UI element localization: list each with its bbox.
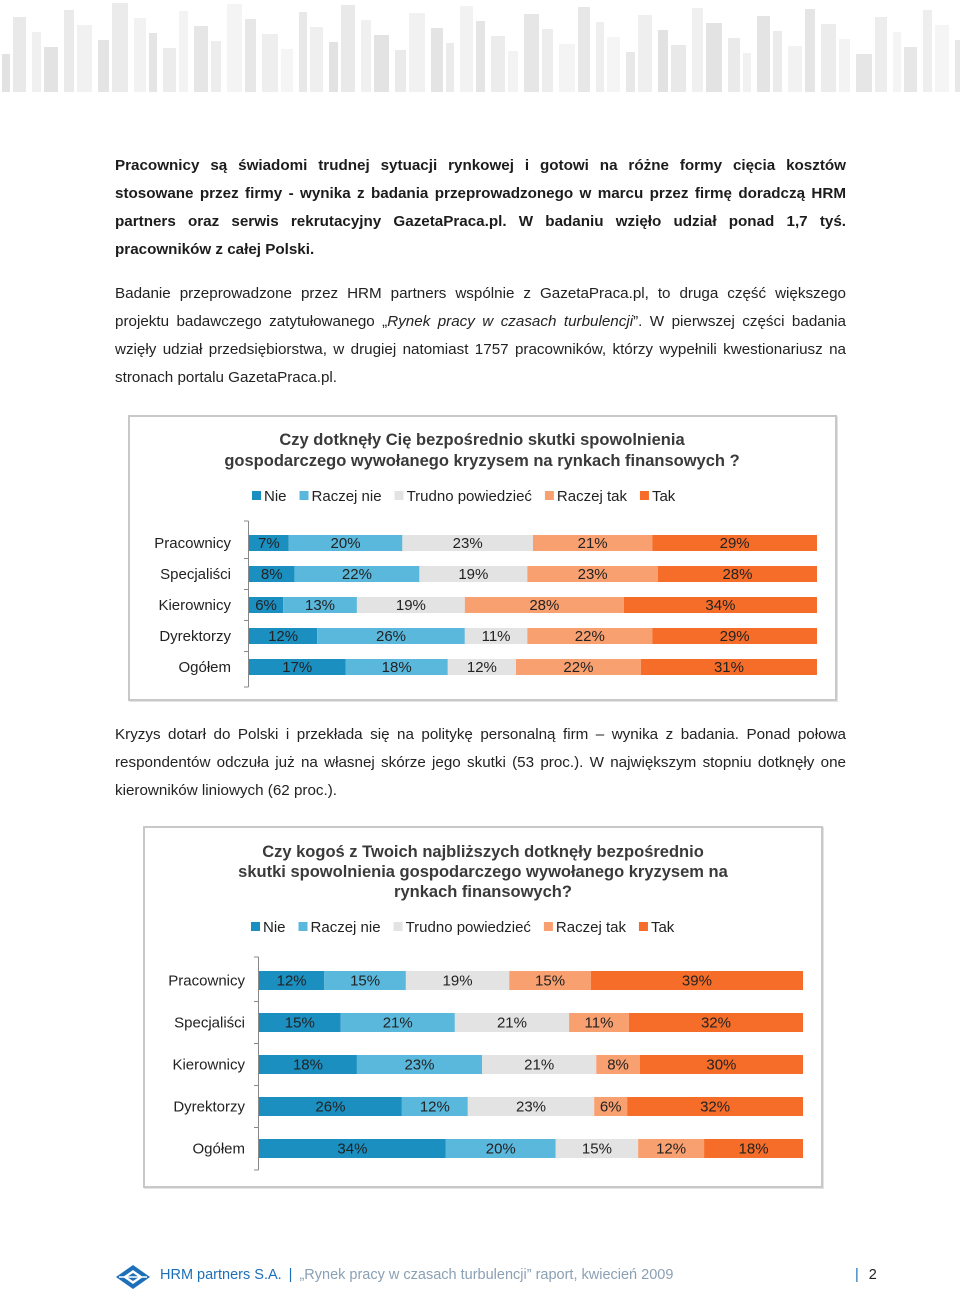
- header-stripe: [446, 43, 454, 92]
- legend-swatch: [640, 491, 649, 500]
- data-label: 22%: [341, 566, 372, 583]
- header-stripe: [98, 40, 109, 92]
- data-label: 19%: [395, 597, 426, 614]
- header-stripe: [361, 20, 371, 92]
- header-stripe: [875, 17, 887, 92]
- legend-label: Tak: [650, 919, 675, 936]
- chart-title-line: gospodarczego wywołanego kryzysem na rynkach finansowych ?: [224, 452, 740, 470]
- header-stripe: [821, 24, 836, 92]
- header-stripe: [77, 25, 92, 92]
- header-stripe: [179, 11, 188, 92]
- data-label: 32%: [700, 1014, 731, 1032]
- footer-report: „Rynek pracy w czasach turbulencji” raport, kwiecień 2009: [299, 1267, 674, 1283]
- crisis-paragraph: Kryzys dotarł do Polski i przekłada się na politykę personalną firm – wynika z badania. Ponad połowa respondentów odczuła już na własnej skórze jego skutki (53 proc.). W największym stopniu dotknęły one kierowników liniowych (62 proc.).: [115, 726, 846, 799]
- data-label: 12%: [276, 972, 307, 990]
- header-stripe: [508, 51, 518, 92]
- header-stripe: [64, 10, 74, 92]
- footer-separator: |: [288, 1267, 293, 1283]
- data-label: 21%: [496, 1014, 527, 1032]
- hrm-logo-icon: [115, 1264, 151, 1290]
- header-stripe: [596, 22, 604, 92]
- header-stripe: [194, 26, 208, 92]
- header-stripe: [341, 5, 355, 92]
- page-number: [855, 1267, 877, 1283]
- data-label: 17%: [282, 659, 313, 676]
- chart-title-line: Czy dotknęły Cię bezpośrednio skutki spowolnienia: [279, 431, 685, 449]
- chart-title-line: skutki spowolnienia gospodarczego wywołanego kryzysem na: [238, 863, 728, 881]
- data-label: 26%: [315, 1098, 346, 1116]
- legend-label: Raczej tak: [556, 488, 627, 505]
- data-label: 29%: [719, 535, 750, 552]
- header-stripe: [409, 13, 425, 92]
- data-label: 15%: [284, 1014, 315, 1032]
- data-label: 18%: [738, 1140, 769, 1158]
- legend-label: Nie: [263, 919, 286, 936]
- data-label: 21%: [382, 1014, 413, 1032]
- header-stripe: [211, 41, 221, 92]
- header-decoration: [0, 0, 960, 92]
- category-label: Dyrektorzy: [173, 1098, 245, 1116]
- legend-swatch: [545, 491, 554, 500]
- data-label: 22%: [574, 628, 605, 645]
- header-stripe: [893, 32, 901, 92]
- legend-label: Raczej tak: [555, 919, 626, 936]
- header-stripe: [476, 21, 485, 92]
- data-label: 12%: [656, 1140, 687, 1158]
- data-label: 18%: [381, 659, 412, 676]
- legend-label: Trudno powiedzieć: [405, 919, 531, 936]
- footer-text: [160, 1267, 673, 1283]
- header-stripe: [460, 6, 473, 92]
- data-label: 21%: [524, 1056, 555, 1074]
- chart-personal-impact: [128, 415, 837, 701]
- data-label: 23%: [452, 535, 483, 552]
- header-stripe: [524, 14, 539, 92]
- header-stripe: [44, 47, 58, 92]
- legend-swatch: [395, 491, 404, 500]
- header-stripe: [788, 46, 802, 92]
- category-label: Ogółem: [178, 659, 231, 676]
- data-label: 11%: [584, 1014, 614, 1032]
- project-title: Rynek pracy w czasach turbulencji: [387, 313, 634, 330]
- header-stripe: [728, 38, 740, 92]
- data-label: 15%: [350, 972, 381, 990]
- data-label: 20%: [330, 535, 361, 552]
- legend-swatch: [299, 922, 308, 931]
- header-stripe: [163, 48, 176, 92]
- data-label: 34%: [705, 597, 736, 614]
- study-description-paragraph: [115, 280, 846, 392]
- page-number-value: 2: [868, 1267, 877, 1283]
- legend-swatch: [394, 922, 403, 931]
- header-stripe: [607, 37, 620, 92]
- data-label: 28%: [529, 597, 560, 614]
- page-footer: [0, 1262, 960, 1292]
- header-stripe: [773, 31, 782, 92]
- data-label: 18%: [292, 1056, 323, 1074]
- legend-swatch: [252, 491, 261, 500]
- data-label: 13%: [304, 597, 336, 614]
- header-stripe: [13, 17, 26, 92]
- header-stripe: [856, 54, 872, 92]
- legend-label: Trudno powiedzieć: [406, 488, 532, 505]
- data-label: 7%: [258, 535, 280, 552]
- header-stripe: [329, 42, 338, 92]
- header-stripe: [262, 34, 278, 92]
- category-label: Kierownicy: [158, 597, 231, 614]
- header-stripe: [626, 52, 635, 92]
- header-stripe: [923, 10, 932, 92]
- legend-label: Raczej nie: [311, 488, 382, 505]
- header-stripe: [692, 8, 703, 92]
- category-label: Pracownicy: [168, 972, 245, 990]
- header-stripe: [310, 27, 323, 92]
- header-stripe: [706, 23, 722, 92]
- data-label: 20%: [485, 1140, 516, 1158]
- header-stripe: [431, 28, 443, 92]
- legend-swatch: [300, 491, 309, 500]
- header-stripe: [374, 35, 389, 92]
- data-label: 23%: [404, 1056, 435, 1074]
- study-description-part1: Badanie przeprowadzone przez HRM partners wspólnie z GazetaPraca.pl, to druga część większego projektu badawczego zatytułowanego „: [115, 285, 846, 330]
- header-stripe: [638, 15, 652, 92]
- data-label: 30%: [706, 1056, 737, 1074]
- data-label: 12%: [268, 628, 299, 645]
- chart-relatives-impact: [143, 826, 823, 1188]
- data-label: 39%: [681, 972, 712, 990]
- category-label: Specjaliści: [160, 566, 231, 583]
- intro-paragraph: Pracownicy są świadomi trudnej sytuacji rynkowej i gotowi na różne formy cięcia kosztów stosowane przez firmy - wynika z badania przeprowadzonego w marcu przez firmę doradczą HRM partners oraz serwis rekrutacyjny GazetaPraca.pl. W badaniu wzięło udział ponad 1,7 tyś. pracowników z całej Polski.: [115, 157, 846, 258]
- data-label: 15%: [535, 972, 566, 990]
- legend-swatch: [544, 922, 553, 931]
- legend-label: Nie: [264, 488, 287, 505]
- data-label: 28%: [722, 566, 753, 583]
- header-stripe: [299, 12, 307, 92]
- category-label: Ogółem: [192, 1140, 245, 1158]
- header-stripe: [32, 32, 41, 92]
- data-label: 32%: [700, 1098, 731, 1116]
- header-stripe: [245, 19, 256, 92]
- data-label: 22%: [563, 659, 594, 676]
- data-label: 21%: [577, 535, 608, 552]
- header-stripe: [805, 9, 815, 92]
- data-label: 8%: [260, 566, 283, 583]
- header-stripe: [2, 54, 10, 92]
- data-label: 26%: [375, 628, 407, 645]
- data-label: 31%: [713, 659, 744, 676]
- header-stripe: [578, 7, 590, 92]
- category-label: Specjaliści: [174, 1014, 245, 1032]
- category-label: Pracownicy: [154, 535, 231, 552]
- category-label: Dyrektorzy: [159, 628, 231, 645]
- data-label: 12%: [466, 659, 497, 676]
- header-stripe: [134, 18, 146, 92]
- legend-label: Raczej nie: [310, 919, 381, 936]
- header-stripe: [904, 47, 917, 92]
- header-stripe: [542, 29, 553, 92]
- data-label: 11%: [481, 628, 511, 645]
- data-label: 19%: [458, 566, 489, 583]
- chart-title-line: rynkach finansowych?: [394, 883, 572, 901]
- data-label: 29%: [719, 628, 750, 645]
- header-stripe: [743, 53, 751, 92]
- header-stripe: [757, 16, 770, 92]
- data-label: 23%: [577, 566, 608, 583]
- header-stripe: [839, 39, 850, 92]
- legend-label: Tak: [651, 488, 676, 505]
- data-label: 15%: [581, 1140, 612, 1158]
- data-label: 12%: [419, 1098, 450, 1116]
- header-stripe: [955, 40, 960, 92]
- header-stripe: [491, 36, 505, 92]
- header-stripe: [395, 50, 406, 92]
- legend-swatch: [251, 922, 260, 931]
- header-stripe: [112, 3, 128, 92]
- data-label: 19%: [442, 972, 473, 990]
- data-label: 23%: [515, 1098, 547, 1116]
- header-stripe: [559, 44, 575, 92]
- study-description-part2: ”. W pierwszej części badania wzięły udział przedsiębiorstwa, w drugiej natomiast 1757 pracowników, którzy wypełnili kwestionariusz na stronach portalu GazetaPraca.pl.: [115, 313, 846, 386]
- legend-swatch: [639, 922, 648, 931]
- page-number-separator: |: [855, 1267, 859, 1283]
- header-stripe: [658, 30, 668, 92]
- header-stripe: [149, 33, 157, 92]
- header-stripe: [935, 25, 949, 92]
- footer-company: HRM partners S.A.: [160, 1267, 282, 1283]
- data-label: 34%: [337, 1140, 368, 1158]
- chart-title-line: Czy kogoś z Twoich najbliższych dotknęły bezpośrednio: [262, 843, 704, 861]
- data-label: 8%: [607, 1056, 629, 1074]
- data-label: 6%: [255, 597, 277, 614]
- header-stripe: [671, 45, 686, 92]
- header-stripe: [281, 49, 293, 92]
- category-label: Kierownicy: [172, 1056, 245, 1074]
- header-stripe: [227, 4, 242, 92]
- data-label: 6%: [599, 1098, 622, 1116]
